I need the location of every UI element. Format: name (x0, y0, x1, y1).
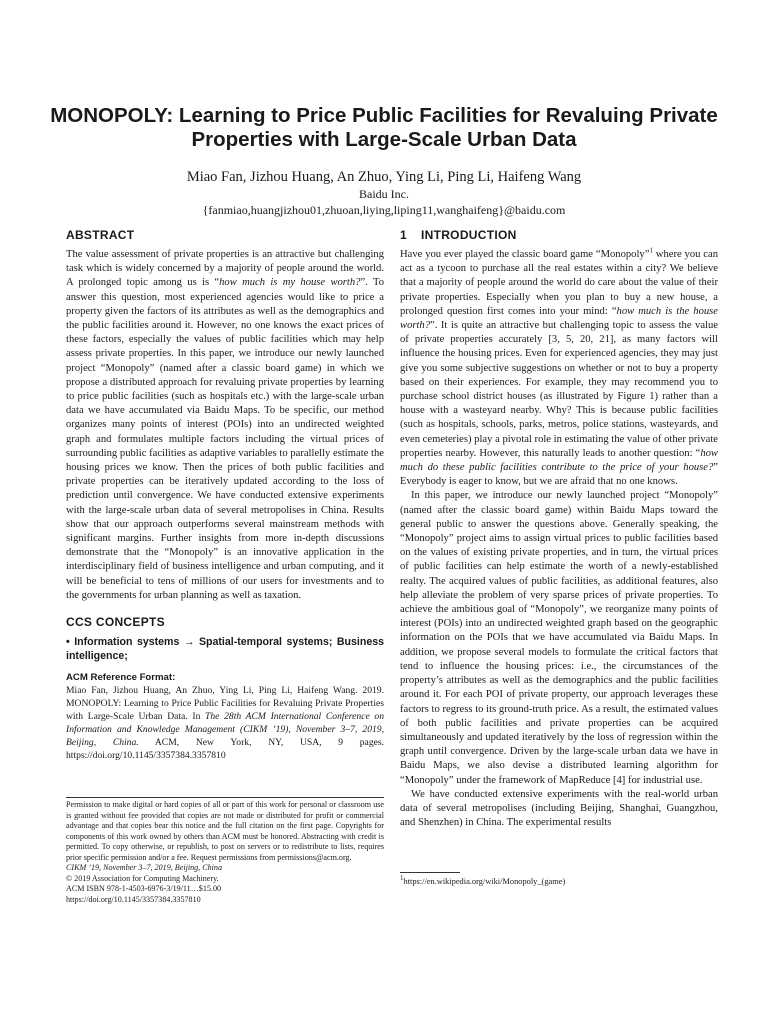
author-list: Miao Fan, Jizhou Huang, An Zhuo, Ying Li, Ping Li, Haifeng Wang (186, 169, 582, 185)
ccs-concepts: • Information systems → Spatial-temporal systems; Business intelligence; (66, 636, 384, 663)
intro-paragraph-1: Have you ever played the classic board game “Monopoly”$^1$ where you can act as a tycoon to purchase all the real estates within a city? We believe that a majority of people around the world do care about the value of their private properties. Especially when you plan to buy a new house, a prolonged question first comes into your mind: “how much is the house worth?”. It is quite an attractive but challenging topic to assess the value of private properties accurately [3, 5, 20, 21], as many factors will influence the housing prices. Even for experienced agencies, they may just give you some subjective suggestions on whether or not to buy a property based on their experiences. For example, they may recommend you to purchase school district houses (as illustrated by Figure 1) rather than a house with a wasteyard nearby. Why? This is because public facilities (such as hospitals, schools, parks, metros, police stations, wasteyards, and even cemeteries) play a pivotal role in estimating the value of other private properties nearby. However, this naturally leads to another question: “how much do these public facilities contribute to the price of your house?” Everybody is eager to know, but we are afraid that no one knows. (400, 246, 719, 488)
doi-link[interactable]: https://doi.org/10.1145/3357384.3357810 (66, 894, 201, 904)
left-column (66, 228, 384, 762)
intro-heading: 1 INTRODUCTION (400, 228, 517, 242)
affiliation: Baidu Inc. (359, 187, 409, 201)
right-column (400, 228, 718, 830)
permission-divider (66, 797, 384, 798)
footnote-divider (400, 872, 460, 873)
footnote-url[interactable]: https://en.wikipedia.org/wiki/Monopoly_(game) (403, 877, 566, 886)
author-emails: {fanmiao,huangjizhou01,zhuoan,liying,liping11,wanghaifeng}@baidu.com (202, 203, 566, 217)
paper-title: MONOPOLY: Learning to Price Public Facilities for Revaluing Private Properties with Large-Scale Urban Data (50, 104, 718, 151)
intro-paragraph-3: We have conducted extensive experiments with the real-world urban data of several metropolises (including Beijing, Shanghai, Guangzhou, and Shenzhen) in China. The experimental results (400, 788, 718, 829)
reference-format-heading: ACM Reference Format: (66, 672, 176, 684)
isbn-line: ACM ISBN 978-1-4503-6976-3/19/11…$15.00 (66, 884, 222, 893)
permission-text: Permission to make digital or hard copies of all or part of this work for personal or classroom use is granted without fee provided that copies are not made or distributed for profit or commercial advantage and that copies bear this notice and the full citation on the first page. Copyrights for components of this work owned by others than ACM must be honored. Abstracting with credit is permitted. To copy otherwise, or republish, to post on servers or to redistribute to lists, requires prior specific permission and/or a fee. Request permissions from permissions@acm.org. (66, 800, 384, 862)
intro-paragraph-2: In this paper, we introduce our newly launched project “Monopoly” (named after the classic board game) within Baidu Maps toward the general public to answer the questions above. Generally speaking, the “Monopoly” project aims to assign virtual prices to public facilities based on the values of existing private properties, and in turn, the virtual prices of public facilities can help estimate the worth of a newly-established realty. The acquired values of public facilities, as additional features, also help alleviate the problem of very sparse prices of private properties. To achieve the ambitious goal of “Monopoly”, we reorganize many points of interest (POIs) into an undirected weighted graph based on the geographic information on the POIs that we have accumulated via Baidu Maps. In addition, we propose several models to formulate the critical factors that tend to influence the housing prices: i.e., the circumstances of the property’s attributes as well as the demographics and the public facilities around it. For each POI of private property, our approach leverages these factors to regress to its ground-truth price. As a result, the estimated values of both public facilities and private properties can be acquired simultaneously and updated iteratively by the loss of regression within the graph until convergence. Driven by the large-scale urban data we have in Baidu Maps, we also devise a distributed learning algorithm for “Monopoly” under the framework of MapReduce [4] for industrial use. (400, 490, 718, 786)
copyright-line: © 2019 Association for Computing Machinery. (66, 873, 219, 883)
abstract-heading: ABSTRACT (66, 228, 135, 242)
reference-format-citation: Miao Fan, Jizhou Huang, An Zhuo, Ying Li, Ping Li, Haifeng Wang. 2019. MONOPOLY: Learning to Price Public Facilities for Revaluing Private Properties with Large-Scale Urban Data. In The 28th ACM International Conference on Information and Knowledge Management (CIKM ’19), November 3–7, 2019, Beijing, China. ACM, New York, NY, USA, 9 pages. https://doi.org/10.1145/3357384.3357810 (66, 685, 385, 762)
abstract-paragraph: The value assessment of private properties is an attractive but challenging task which is widely concerned by a majority of people around the world. A prolonged topic among us is “how much is my house worth?”. To answer this question, most experienced agencies would like to price a property given the factors of its attributes as well as the demographics and the public facilities around it. However, no one knows the exact prices of these factors, especially the values of public facilities which may help assess private properties. In this paper, we introduce our newly launched project “Monopoly” (named after a classic board game) in which we propose a distributed approach for revaluing private properties by learning to price public facilities (such as hospitals etc.) with the large-scale urban data we have accumulated via Baidu Maps. To be specific, our method organizes many points of interest (POIs) into an undirected weighted graph and formulates multiple factors including the virtual prices of surrounding public facilities as adaptive variables to parallelly estimate the housing prices we know. Then the prices of both public facilities and private properties can be iteratively updated according to the loss of prediction until convergence. We have conducted extensive experiments with the large-scale urban data of several metropolises in China. Results show that our approach outperforms several mainstream methods with significant margins. Further insights from more in-depth discussions demonstrate that the “Monopoly” is an innovative application in the interdisciplinary field of business intelligence and urban computing, and it will be beneficial to tens of millions of our users for investments and to the governments for urban planning as well as taxation. (66, 249, 384, 601)
conference-line: CIKM ’19, November 3–7, 2019, Beijing, China (66, 863, 223, 872)
footnote-marker: 1 (649, 246, 653, 255)
permission-block (66, 800, 384, 905)
ccs-heading: CCS CONCEPTS (66, 615, 165, 630)
footnote: $^1$https://en.wikipedia.org/wiki/Monopoly_(game) (400, 874, 566, 886)
